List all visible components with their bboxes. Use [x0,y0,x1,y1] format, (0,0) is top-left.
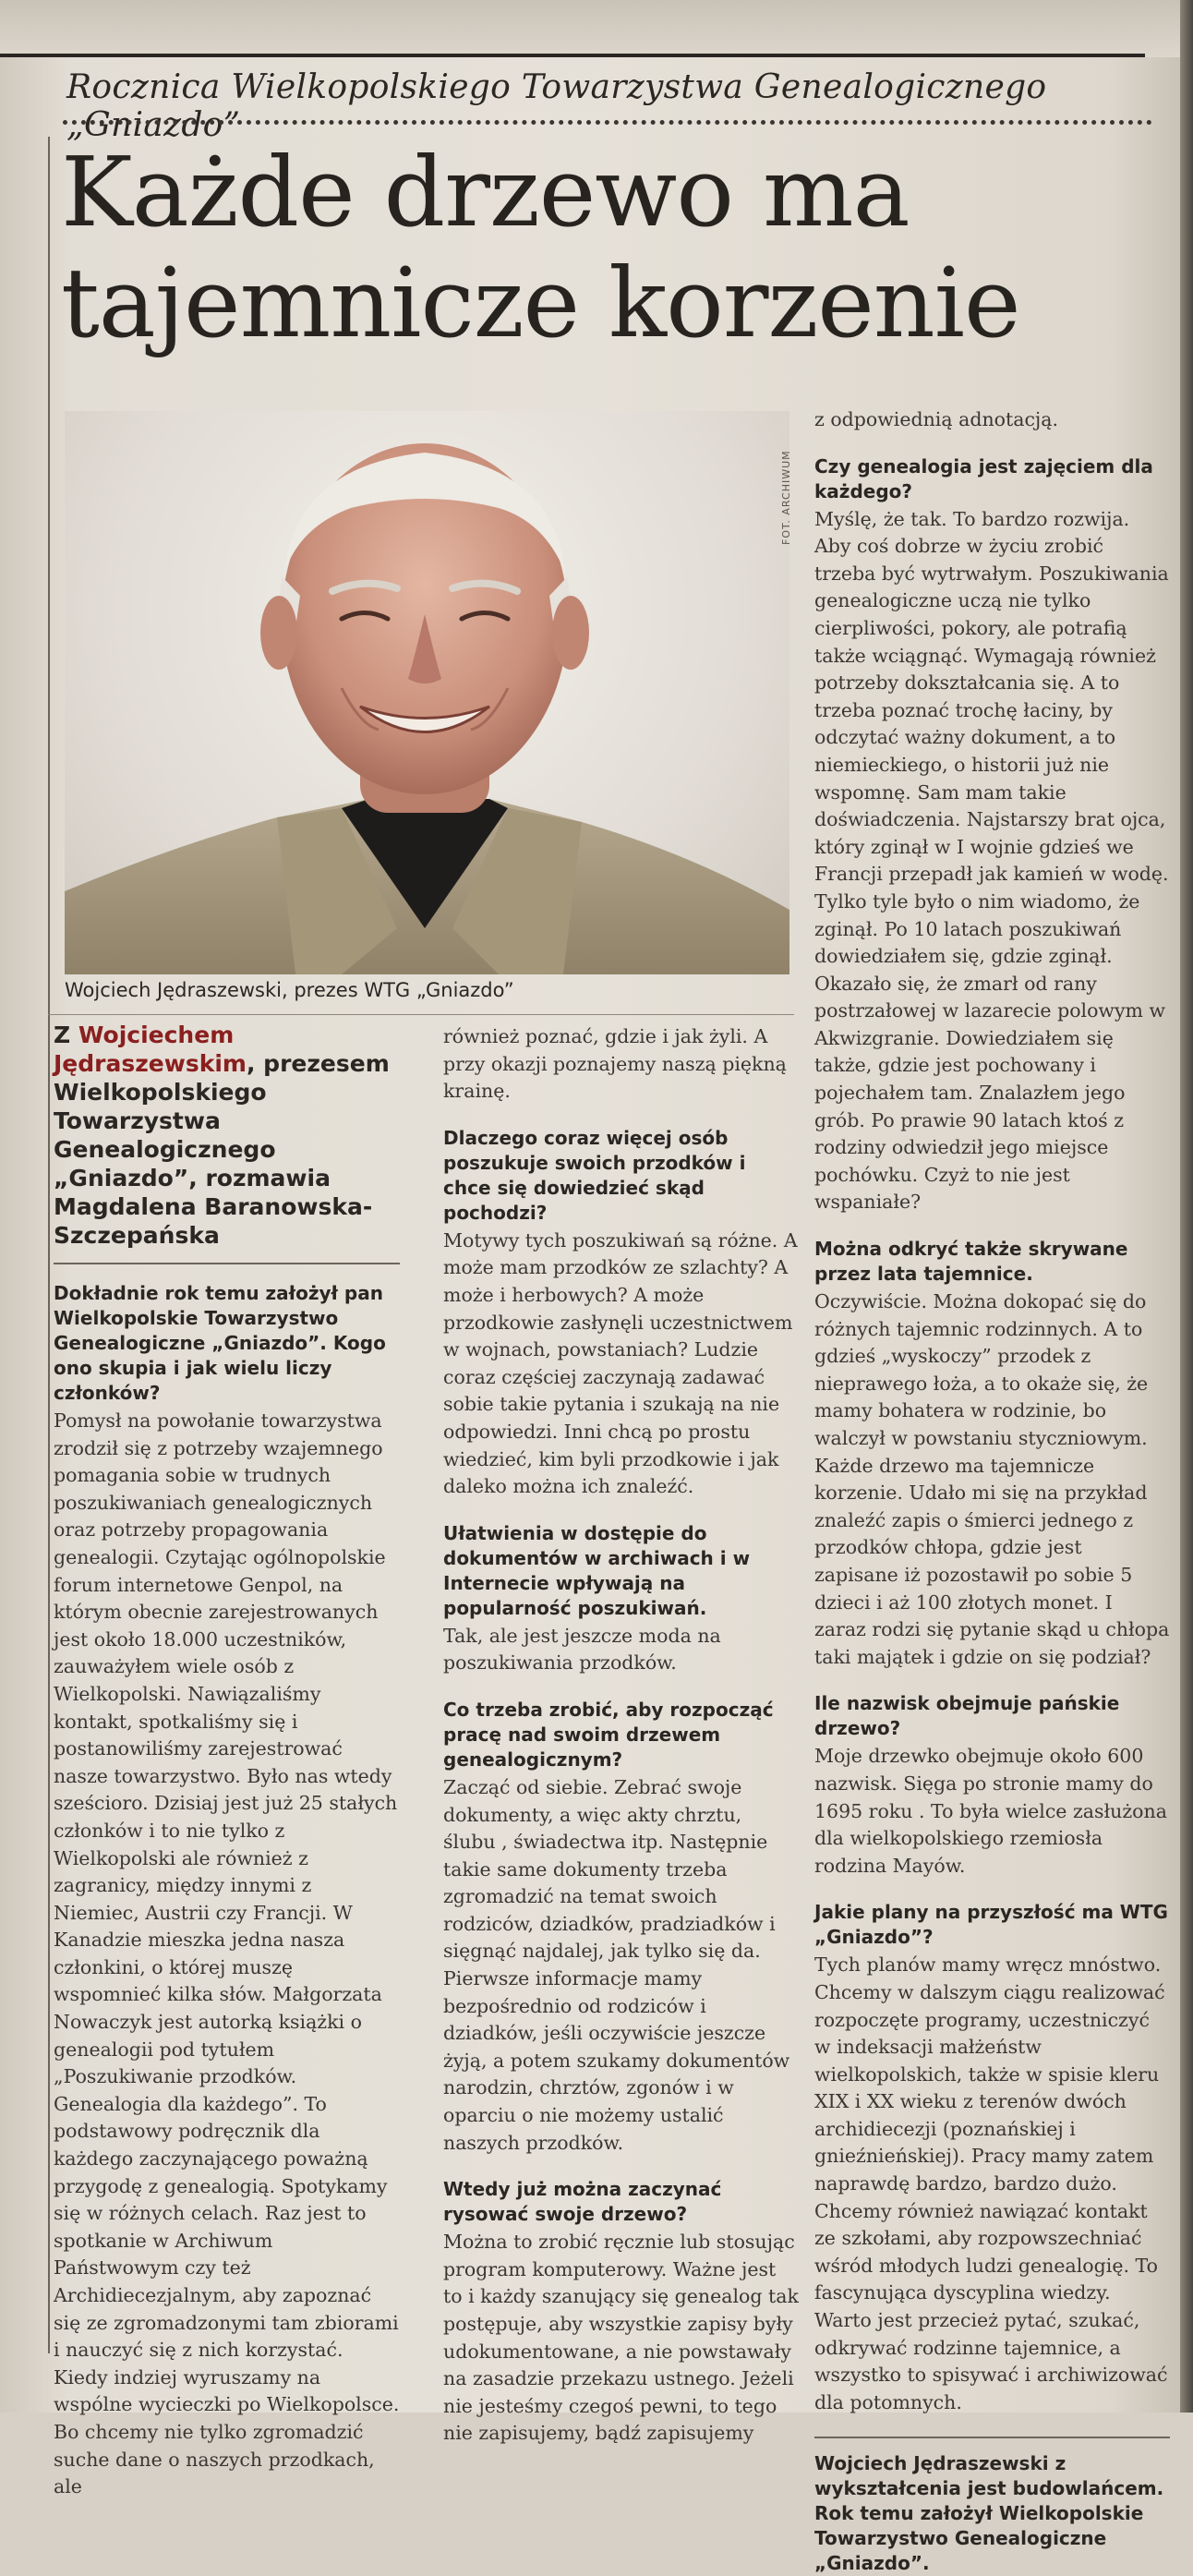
question-4: Co trzeba zrobić, aby rozpocząć pracę nad swoim drzewem genealogicznym? [443,1698,774,1771]
question-2: Dlaczego coraz więcej osób poszukuje swoich przodków i chce się dowiedzieć skąd pochodzi? [443,1126,746,1224]
question-6: Czy genealogia jest zajęciem dla każdego? [814,454,1153,502]
answer-4: Zacząć od siebie. Zebrać swoje dokumenty, a więc akty chrztu, ślubu , świadectwa itp. Następnie takie same dokumenty trzeba zgromadzić na temat swoich rodziców, dziadków, pradziadków i sięgnąć najdalej, jak tylko się da. Pierwsze informacje mamy bezpośrednio od rodziców i dziadków, jeśli oczywiście jeszcze żyją, a potem szukamy dokumentów narodzin, chrztów, zgonów i w oparciu o nie możemy ustalić naszych przodków. [443,1775,790,2154]
answer-7: Oczywiście. Można dokopać się do różnych tajemnic rodzinnych. A to gdzieś „wyskoczy” przodek z nieprawego łoża, a to okaże się, że mamy bohatera w rodzinie, bo walczył w powstaniu styczniowym. Każde drzewo ma tajemnicze korzenie. Udało mi się na przykład znaleźć zapis o śmierci jednego z przodków chłopa, gdzie jest zapisane iż pozostawił po sobie 5 dzieci i aż 100 złotych monet. I zaraz rodzi się pytanie skąd u chłopa taki majątek i gdzie on się podział? [814,1290,1170,1668]
photo-caption: Wojciech Jędraszewski, prezes WTG „Gniazdo” [65,979,514,1001]
portrait-photo [65,411,789,974]
headline-line-2: tajemnicze korzenie [61,247,1020,359]
answer-5: Można to zrobić ręcznie lub stosując program komputerowy. Ważne jest to i każdy szanujący się genealog tak postępuje, aby wszystkie zapisy były udokumentowane, a nie powstawały na zasadzie przekazu ustnego. Jeżeli nie jesteśmy czegoś pewni, to tego nie zapisujemy, bądź zapisujemy [443,2231,799,2445]
column-3 [814,406,1170,2576]
question-3: Ułatwienia w dostępie do dokumentów w archiwach i w Internecie wpływają na popularność poszukiwań. [443,1521,751,1619]
column-2 [443,1023,799,2468]
dotted-rule [63,120,1152,125]
question-7: Można odkryć także skrywane przez lata tajemnice. [814,1238,1128,1286]
article-kicker: Rocznica Wielkopolskiego Towarzystwa Genealogicznego „Gniazdo” [66,68,1047,144]
author-bio: Wojciech Jędraszewski z wykształcenia jest budowlańcem. Rok temu założył Wielkopolskie Towarzystwo Genealogiczne „Gniazdo”. [814,2437,1170,2576]
question-9: Jakie plany na przyszłość ma WTG „Gniazdo”? [814,1901,1168,1949]
answer-9: Tych planów mamy wręcz mnóstwo. Chcemy w dalszym ciągu realizować rozpoczęte programy, uczestniczyć w indeksacji małżeństw wielkopolskich, także w spisie kleru XIX i XX wieku z terenów dwóch archidiecezji (poznańskiej i gnieźnieńskiej). Pracy mamy zatem naprawdę bardzo, bardzo dużo. Chcemy również nawiązać kontakt ze szkołami, aby rozpowszechniać wśród młodych ludzi genealogię. To fascynująca dyscyplina wiedzy. Warto jest przecież pytać, szukać, odkrywać rodzinne tajemnice, a wszystko to spisywać i archiwizować dla potomnych. [814,1953,1168,2413]
intro-rest: , prezesem Wielkopolskiego Towarzystwa Genealogicznego „Gniazdo”, rozmawia Magdalena Baranowska-Szczepańska [54,1050,390,1249]
answer-2: Motywy tych poszukiwań są różne. A może mam przodków ze szlachty? A może i herbowych? A może przodkowie zasłynęli uczestnictwem w wojnach, powstaniach? Ludzie coraz częściej zaczynają zadawać sobie takie pytania i szukają na nie odpowiedzi. Inni chcą po prostu wiedzieć, kim byli przodkowie i jak daleko można ich znaleźć. [443,1228,798,1498]
page-edge-shadow [1180,0,1193,2413]
answer-3: Tak, ale jest jeszcze moda na poszukiwania przodków. [443,1624,721,1675]
article-headline [61,137,1160,358]
intro-prefix: Z [54,1022,78,1048]
answer-8: Moje drzewko obejmuje około 600 nazwisk. Sięga po stronie mamy do 1695 roku . To była wielce zasłużona dla wielkopolskiego rzemiosła rodzina Mayów. [814,1745,1167,1877]
column-1 [54,1021,400,2522]
answer-1: Pomysł na powołanie towarzystwa zrodził się z potrzeby wzajemnego pomagania sobie w trudnych poszukiwaniach genealogicznych oraz potrzeby propagowania genealogii. Czytając ogólnopolskie forum internetowe Genpol, na którym obecnie zarejestrowanych jest około 18.000 uczestników, zauważyłem wiele osób z Wielkopolski. Nawiązaliśmy kontakt, spotkaliśmy się i postanowiliśmy zarejestrować nasze towarzystwo. Było nas wtedy sześcioro. Dzisiaj jest już 25 stałych członków i to nie tylko z Wielkopolski ale również z zagranicy, między innymi z Niemiec, Austrii czy Francji. W Kanadzie mieszka jedna nasza członkini, o której muszę wspomnieć kilka słów. Małgorzata Nowaczyk jest autorką książki o genealogii pod tytułem „Poszukiwanie przodków. Genealogia dla każdego”. To podstawowy podręcznik dla każdego zaczynającego poważną przygodę z genealogią. Spotykamy się w różnych celach. Raz jest to spotkanie w Archiwum Państwowym czy też Archidiecezjalnym, aby zapoznać się ze zgromadzonymi tam zbiorami i nauczyć się z nich korzystać. Kiedy indziej wyruszamy na wspólne wycieczki po Wielkopolsce. Bo chcemy nie tylko zgromadzić suche dane o naszych przodkach, ale [54,1409,400,2498]
answer-6: Myślę, że tak. To bardzo rozwija. Aby coś dobrze w życiu zrobić trzeba być wytrwałym. Poszukiwania genealogiczne uczą nie tylko cierpliwości, pokory, ale potrafią także wciągnąć. Wymagają również potrzeby dokształcania się. A to trzeba poznać trochę łaciny, by odczytać ważny dokument, a to niemieckiego, o historii już nie wspomnę. Sam mam takie doświadczenia. Najstarszy brat ojca, który zginął w I wojnie gdzieś we Francji przepadł jak kamień w wodę. Tylko tyle było o nim wiadomo, że zginął. Po 10 latach poszukiwań dowiedziałem się, gdzie zginął. Okazało się, że zmarł od rany postrzałowej w lazarecie polowym w Akwizgranie. Dowiedziałem się także, gdzie jest pochowany i pojechałem tam. Znalazłem jego grób. Po prawie 90 latach ktoś z rodziny odwiedził jego miejsce pochówku. Czyż to nie jest wspaniałe? [814,507,1169,1214]
question-5: Wtedy już można zaczynać rysować swoje drzewo? [443,2178,722,2226]
interview-intro [54,1021,400,1264]
caption-rule [48,1014,794,1015]
top-rule [0,54,1145,57]
answer-5-continued: z odpowiednią adnotacją. [814,408,1059,430]
answer-1-continued: również poznać, gdzie i jak żyli. A przy okazji poznajemy naszą piękną krainę. [443,1025,787,1103]
headline-line-1: Każde drzewo ma [61,136,910,248]
portrait-illustration [65,411,789,974]
question-1: Dokładnie rok temu założył pan Wielkopolskie Towarzystwo Genealogiczne „Gniazdo”. Kogo ono skupia i jak wielu liczy członków? [54,1282,386,1404]
top-band [0,0,1180,57]
intro-name: Wojciechem Jędraszewskim [54,1022,247,1077]
photo-credit: FOT. ARCHIWUM [780,450,792,545]
question-8: Ile nazwisk obejmuje pańskie drzewo? [814,1692,1120,1740]
left-vertical-rule [48,137,50,2353]
